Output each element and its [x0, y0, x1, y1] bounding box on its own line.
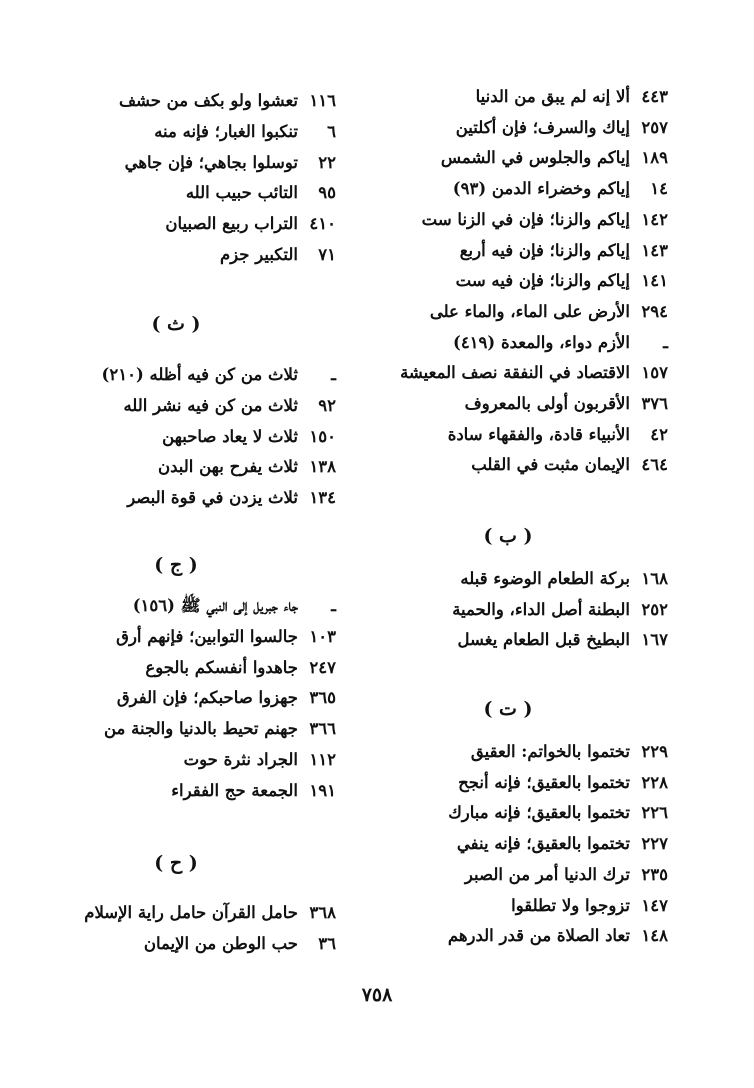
entry-page-number: ١١٢: [309, 750, 336, 769]
entry-page-number: ٩٢: [318, 395, 336, 415]
entry-text: جاهدوا أنفسكم بالجوع: [145, 657, 298, 677]
entry-text: التائب حبيب الله: [185, 183, 298, 203]
index-entry: [220, 244, 336, 266]
entry-text: ثلاث من كن فيه نشر الله: [123, 395, 298, 415]
entry-page-number: ٢٤٧: [309, 657, 336, 677]
entry-text: تختموا بالعقيق؛ فإنه أنجح: [458, 772, 630, 792]
entry-page-number: ٤٤٣: [641, 87, 668, 106]
index-entry: [116, 626, 336, 648]
section-heading: ( ج ): [154, 554, 198, 576]
entry-page-number: ٢٢٦: [641, 803, 668, 823]
entry-text: ترك الدنيا أمر من الصبر: [464, 864, 630, 884]
index-entry: [448, 925, 668, 947]
entry-text: تختموا بالخواتم: العقيق: [470, 742, 630, 761]
index-entry: [448, 424, 668, 446]
index-entry: [145, 657, 336, 679]
entry-page-number: ٢٣٥: [641, 864, 668, 884]
entry-page-number: ٣٦٦: [309, 719, 336, 739]
entry-text: الأرض على الماء، والماء على: [429, 301, 630, 321]
entry-text: تعشوا ولو بكف من حشف: [118, 91, 298, 110]
entry-page-number: ١٣٨: [309, 457, 336, 477]
entry-page-number: ١٤١: [641, 271, 668, 291]
entry-text: الأقربون أولى بالمعروف: [464, 394, 630, 413]
entry-page-number: ٢٢٩: [641, 742, 668, 761]
entry-text: تعاد الصلاة من قدر الدرهم: [447, 926, 630, 946]
index-entry: [144, 933, 336, 955]
index-entry: [460, 568, 668, 590]
index-entry: [448, 802, 668, 824]
index-entry: [133, 595, 336, 617]
entry-page-number: ١٤٨: [641, 926, 668, 946]
section-heading: ( ت ): [483, 698, 533, 720]
entry-page-number: ٣٦: [318, 933, 336, 953]
index-entry: [165, 213, 336, 235]
entry-text: الجمعة حج الفقراء: [171, 780, 298, 800]
entry-text: الإيمان مثبت في القلب: [471, 455, 630, 475]
index-entry: [154, 121, 336, 143]
entry-text: التراب ربيع الصبيان: [165, 214, 298, 234]
entry-page-number: ٤١٠: [309, 214, 336, 234]
entry-page-number: ٤٦٤: [641, 455, 668, 475]
entry-text: حب الوطن من الإيمان: [143, 933, 298, 953]
index-entry: [184, 749, 336, 771]
section-heading: ( ب ): [483, 525, 533, 547]
entry-text: البطنة أصل الداء، والحمية: [452, 599, 630, 619]
section-heading: ( ث ): [151, 313, 201, 335]
entry-text: بركة الطعام الوضوء قبله: [460, 569, 630, 588]
entry-page-number: ٢٥٢: [641, 599, 668, 619]
index-entry: [453, 332, 668, 354]
index-entry: [465, 864, 668, 886]
index-entry: [471, 741, 668, 763]
entry-text: جهزوا صاحبكم؛ فإن الفرق: [116, 688, 298, 708]
entry-page-number: ١٥٧: [641, 363, 668, 383]
entry-text: إياكم والزنا؛ فإن فيه أربع: [459, 240, 630, 260]
entry-page-number: ٢٢٧: [641, 834, 668, 854]
page-number: ٧٥٨: [361, 984, 393, 1006]
entry-page-number: ١٠٣: [309, 626, 336, 646]
entry-page-number: ـ: [663, 332, 668, 352]
index-entry: [511, 895, 668, 917]
entry-text: إياكم وخضراء الدمن (٩٣): [452, 179, 630, 199]
entry-page-number: ٤٢: [650, 424, 668, 444]
entry-text: الاقتصاد في النفقة نصف المعيشة: [400, 363, 630, 383]
entry-text: جهنم تحيط بالدنيا والجنة من: [104, 719, 298, 739]
entry-page-number: ١٨٩: [641, 148, 668, 168]
section-heading: ( ح ): [154, 852, 198, 874]
entry-text: إياكم والزنا؛ فإن فيه ست: [455, 271, 630, 291]
entry-text: الأزم دواء، والمعدة (٤١٩): [453, 332, 630, 352]
entry-page-number: ٢٥٧: [641, 117, 668, 137]
entry-text: الأنبياء قادة، والفقهاء سادة: [447, 424, 630, 444]
entry-text: إياكم والزنا؛ فإن في الزنا ست: [421, 209, 630, 229]
index-entry: [84, 902, 336, 924]
entry-text: إياك والسرف؛ فإن أكلتين: [455, 117, 630, 137]
index-entry: [430, 301, 668, 323]
index-entry: [104, 718, 336, 740]
index-entry: [102, 364, 336, 386]
entry-page-number: ٢٢: [318, 152, 336, 172]
entry-page-number: ١٤٧: [641, 895, 668, 915]
entry-page-number: ٣٦٨: [309, 903, 336, 922]
index-entry: [123, 395, 336, 417]
entry-page-number: ٣٦٥: [309, 688, 336, 708]
index-entry: [186, 182, 336, 204]
entry-text: تزوجوا ولا تطلقوا: [511, 895, 630, 915]
entry-text: ثلاث يفرح بهن البدن: [157, 457, 298, 477]
index-entry: [171, 780, 336, 802]
entry-text: تختموا بالعقيق؛ فإنه ينفي: [456, 834, 630, 854]
entry-text: التكبير جزم: [219, 245, 298, 264]
entry-text: البطيخ قبل الطعام يغسل: [457, 630, 630, 650]
index-entry: [453, 178, 668, 200]
entry-page-number: ١٦٧: [641, 630, 668, 650]
index-entry: [125, 152, 336, 174]
entry-page-number: ٦: [327, 121, 336, 141]
index-entry: [158, 456, 336, 478]
index-entry: [471, 454, 668, 476]
entry-text: الجراد نثرة حوت: [183, 750, 298, 769]
index-entry: [458, 772, 668, 794]
index-entry: [476, 86, 668, 108]
index-entry: [441, 147, 668, 169]
index-entry: [452, 599, 668, 621]
entry-page-number: ١٥٠: [309, 426, 336, 446]
index-entry: [456, 117, 668, 139]
index-entry: [457, 833, 668, 855]
entry-page-number: ١١٦: [309, 91, 336, 110]
entry-text: ألا إنه لم يبق من الدنيا: [475, 87, 630, 106]
entry-page-number: ٧١: [318, 245, 336, 264]
index-entry: [422, 209, 668, 231]
index-entry: [456, 270, 668, 292]
entry-text: ثلاث من كن فيه أظله (٢١٠): [101, 365, 298, 384]
entry-page-number: ـ: [331, 365, 336, 384]
index-entry: [460, 240, 668, 262]
entry-text: ثلاث لا يعاد صاحبهن: [162, 426, 298, 446]
index-entry: [127, 487, 336, 509]
index-entry: [400, 362, 668, 384]
entry-text: إياكم والجلوس في الشمس: [440, 148, 630, 168]
entry-page-number: ١٦٨: [641, 569, 668, 588]
entry-page-number: ١٤: [650, 179, 668, 199]
entry-text: ثلاث يزدن في قوة البصر: [127, 488, 298, 508]
entry-text: جاء جبريل إلى النبي ﷺ (١٥٦): [132, 596, 298, 615]
entry-text: تختموا بالعقيق؛ فإنه مبارك: [448, 803, 630, 823]
entry-text: جالسوا التوابين؛ فإنهم أرق: [116, 626, 298, 646]
entry-page-number: ١٩١: [309, 780, 336, 800]
entry-text: توسلوا بجاهي؛ فإن جاهي: [124, 152, 298, 172]
entry-page-number: ٣٧٦: [641, 394, 668, 413]
entry-page-number: ٢٢٨: [641, 772, 668, 792]
index-entry: [465, 393, 668, 415]
index-entry: [119, 90, 336, 112]
entry-page-number: ١٤٣: [641, 240, 668, 260]
entry-page-number: ٩٥: [318, 183, 336, 203]
index-entry: [458, 629, 668, 651]
entry-text: تنكبوا الغبار؛ فإنه منه: [154, 121, 298, 141]
entry-page-number: ـ: [331, 596, 336, 615]
entry-page-number: ١٣٤: [309, 488, 336, 508]
entry-page-number: ١٤٢: [641, 209, 668, 229]
index-entry: [162, 426, 336, 448]
entry-text: حامل القرآن حامل راية الإسلام: [84, 903, 298, 922]
entry-page-number: ٢٩٤: [641, 301, 668, 321]
index-entry: [117, 687, 336, 709]
